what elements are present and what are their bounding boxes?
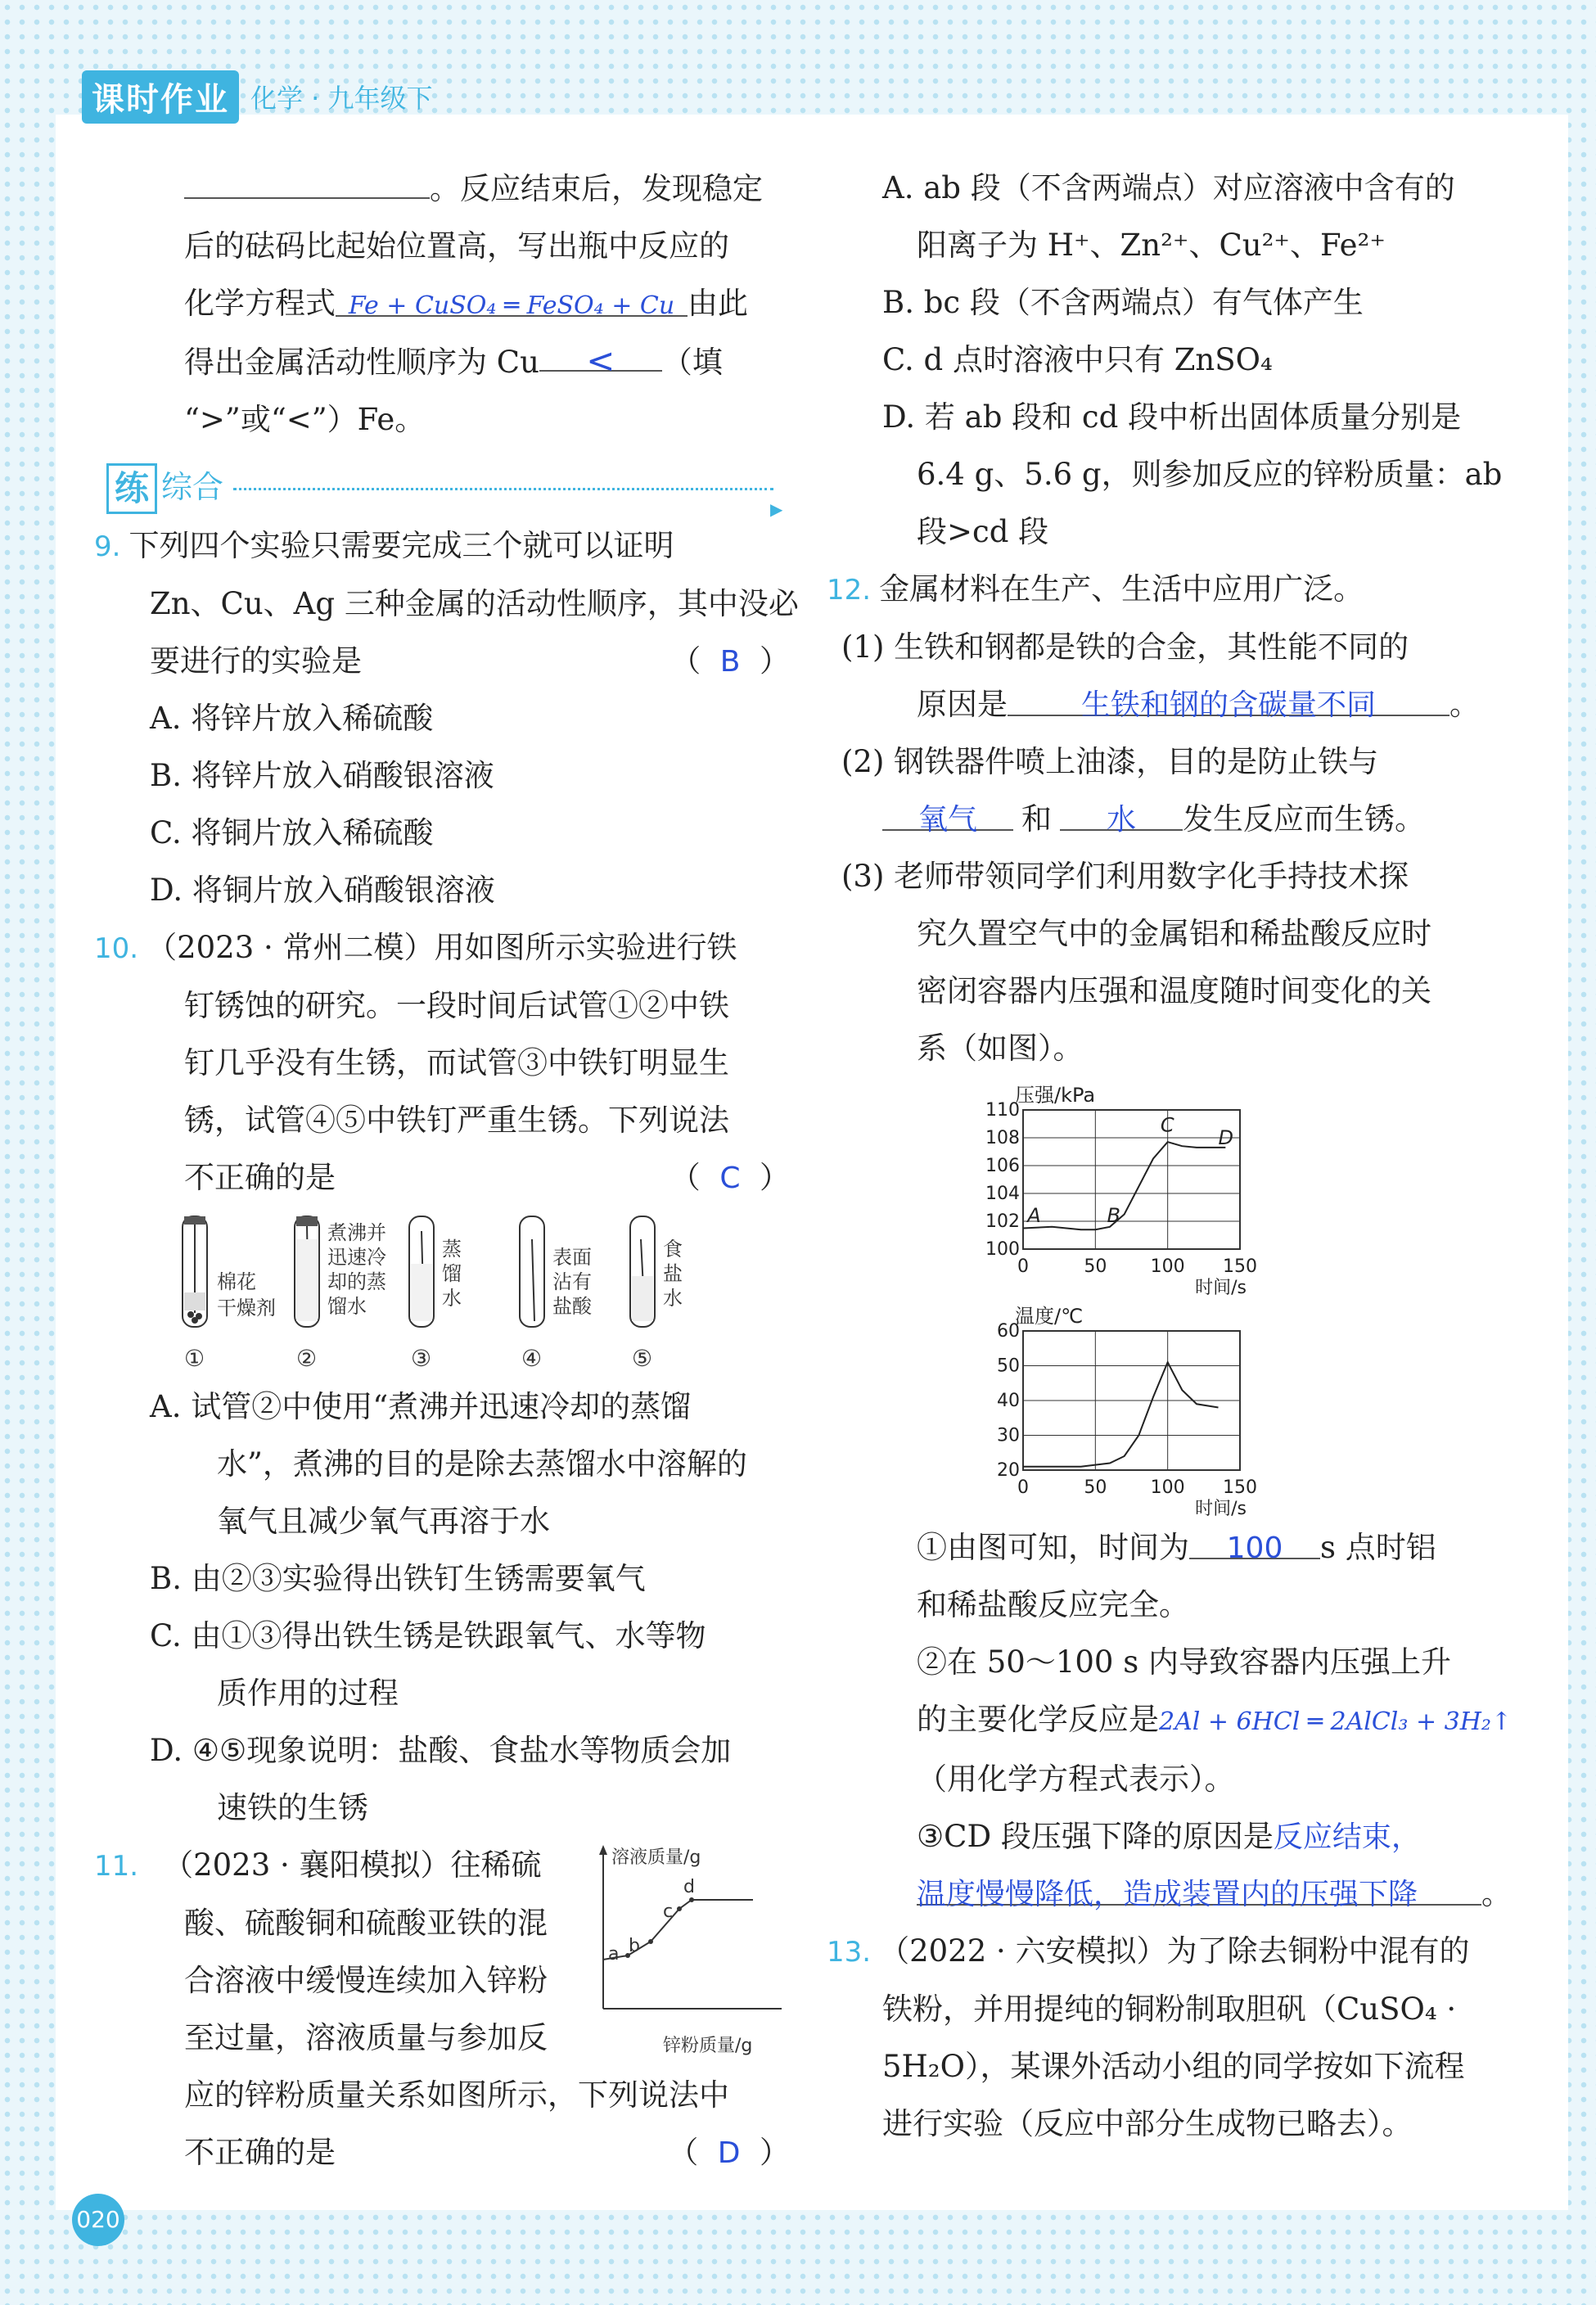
q10-option-a-1: A. 试管②中使用“煮沸并迅速冷却的蒸馏 <box>150 1389 692 1424</box>
y-axis-label: 温度/℃ <box>1015 1305 1084 1328</box>
q12-p2-answer-2[interactable]: 水 <box>1060 792 1183 831</box>
q12-s2-a: ②在 50～100 s 内导致容器内压强上升 <box>917 1644 1451 1680</box>
prev-line-4: 得出金属活动性顺序为 Cu < （填 <box>94 332 790 391</box>
t2-label-3: 却的蒸 <box>327 1270 386 1293</box>
q12-s2-c: （用化学方程式表示）。 <box>917 1761 1235 1797</box>
q12-p2-answer-1[interactable]: 氧气 <box>882 792 1013 831</box>
equation-answer[interactable]: Fe + CuSO₄ ═ FeSO₄ + Cu <box>336 277 688 317</box>
t4-label-1: 表面 <box>552 1246 592 1269</box>
q10-option-d-2: 速铁的生锈 <box>217 1790 368 1825</box>
x-axis-label: 时间/s <box>1195 1278 1247 1298</box>
point-a: a <box>608 1944 620 1964</box>
q10-line-5: 不正确的是 （ C ） <box>184 1160 790 1195</box>
q12-title-line: 12. 金属材料在生产、生活中应用广泛。 <box>827 571 1364 607</box>
q11-option-d-1: D. 若 ab 段和 cd 段中析出固体质量分别是 <box>882 399 1462 435</box>
q10-number: 10. <box>94 932 139 965</box>
right-column <box>827 160 1547 2153</box>
page-header <box>82 72 433 121</box>
y-tick-label: 40 <box>997 1391 1020 1411</box>
x-tick-label: 100 <box>1150 1477 1185 1498</box>
tube-4 <box>520 1216 544 1327</box>
q12-s1-answer[interactable]: 100 <box>1189 1520 1320 1559</box>
q11-option-d-3: 段>cd 段 <box>917 514 1049 549</box>
q10-option-a-2: 水”，煮沸的目的是除去蒸馏水中溶解的 <box>217 1446 747 1482</box>
q12-p3-d: 系（如图）。 <box>917 1031 1084 1066</box>
q12-s1-a: ①由图可知，时间为 100 s 点时铝 <box>827 1519 1547 1577</box>
tube-num-5: ⑤ <box>632 1345 653 1372</box>
q12-s3-a: ③CD 段压强下降的原因是反应结束， <box>827 1808 1547 1865</box>
practice-icon: 练 <box>106 463 157 514</box>
section-header <box>94 455 790 517</box>
q11-number: 11. <box>94 1850 139 1883</box>
q10-option-a-3: 氧气且减少氧气再溶于水 <box>217 1504 550 1539</box>
q12-p3-a: (3) 老师带领同学们利用数字化手持技术探 <box>841 859 1409 894</box>
q10-option-c-2: 质作用的过程 <box>217 1676 399 1711</box>
chart-frame <box>1023 1110 1240 1249</box>
point-label-B: B <box>1107 1204 1120 1228</box>
page-number: 020 <box>72 2194 124 2246</box>
x-tick-label: 50 <box>1084 1256 1107 1277</box>
pressure-chart <box>827 1077 1547 1298</box>
test-tube-figure <box>94 1207 790 1378</box>
q9-line-3: 要进行的实验是 （ B ） <box>150 643 790 679</box>
t1-label-1: 棉花 <box>217 1270 256 1293</box>
q12-s3-answer-1[interactable]: 反应结束， <box>1273 1820 1421 1854</box>
tube-num-4: ④ <box>521 1345 543 1372</box>
q12-s3-answer-2[interactable]: 温度慢慢降低，造成装置内的压强下降 <box>917 1866 1481 1906</box>
q13-line-1: 13. （2022 · 六安模拟）为了除去铜粉中混有的 <box>827 1933 1470 1969</box>
q11-block <box>94 1837 790 2181</box>
q11-option-b: B. bc 段（不含两端点）有气体产生 <box>882 285 1364 320</box>
q11-line-1: 11. （2023 · 襄阳模拟）往稀硫 <box>94 1847 542 1883</box>
x-tick-label: 100 <box>1150 1256 1185 1277</box>
q12-p1-answer[interactable]: 生铁和钢的含碳量不同 <box>1008 677 1449 716</box>
tube-num-3: ③ <box>411 1345 432 1372</box>
t2-label-1: 煮沸并 <box>327 1221 386 1244</box>
y-tick-label: 20 <box>997 1460 1020 1481</box>
q12-p1-a: (1) 生铁和钢都是铁的合金，其性能不同的 <box>841 629 1409 665</box>
q11-option-a-2: 阳离子为 H⁺、Zn²⁺、Cu²⁺、Fe²⁺ <box>917 228 1386 263</box>
book-logo: 课时作业 <box>82 70 239 124</box>
prev-line-2: 后的砝码比起始位置高，写出瓶中反应的 <box>184 228 729 264</box>
blank-1[interactable] <box>184 160 430 199</box>
x-tick-label: 150 <box>1223 1477 1257 1498</box>
y-tick-label: 30 <box>997 1425 1020 1446</box>
q12-s2-b: 的主要化学反应是2Al + 6HCl ═ 2AlCl₃ + 3H₂↑ <box>917 1702 1513 1737</box>
q11-line-5: 应的锌粉质量关系如图所示，下列说法中 <box>184 2077 729 2113</box>
q12-p2-b: 氧气 和 水 发生反应而生锈。 <box>827 791 1547 848</box>
y-tick-label: 50 <box>997 1355 1020 1377</box>
t2-label-4: 馏水 <box>327 1295 367 1318</box>
series-line <box>1023 1362 1219 1467</box>
q13-number: 13. <box>827 1936 872 1969</box>
t5-label-3: 水 <box>663 1287 683 1310</box>
x-axis-label: 时间/s <box>1195 1499 1247 1519</box>
y-tick-label: 106 <box>985 1156 1020 1176</box>
q11-ylabel: 溶液质量/g <box>611 1847 701 1868</box>
t4-label-2: 沾有 <box>552 1270 592 1293</box>
q10-answer[interactable]: C <box>719 1162 741 1195</box>
arrow-icon: ▶ <box>770 499 783 519</box>
y-tick-label: 110 <box>985 1100 1020 1121</box>
q11-line-6: 不正确的是 （ D ） <box>184 2135 790 2170</box>
y-tick-label: 108 <box>985 1128 1020 1148</box>
q10-line-2: 钉锈蚀的研究。一段时间后试管①②中铁 <box>184 988 729 1023</box>
point-d: d <box>683 1877 695 1897</box>
tube-num-1: ① <box>184 1345 205 1372</box>
t5-label-1: 食 <box>663 1238 683 1261</box>
prev-line-1: 。反应结束后，发现稳定 <box>94 160 790 218</box>
q12-s2-answer[interactable]: 2Al + 6HCl ═ 2AlCl₃ + 3H₂↑ <box>1159 1707 1513 1736</box>
q12-charts <box>827 1077 1547 1519</box>
q10-line-4: 锈，试管④⑤中铁钉严重生锈。下列说法 <box>184 1103 729 1138</box>
t1-label-2: 干燥剂 <box>217 1297 276 1319</box>
y-tick-label: 102 <box>985 1211 1020 1232</box>
q9-number: 9. <box>94 530 121 563</box>
prev-line-5: “>”或“<”）Fe。 <box>184 402 426 437</box>
q11-line-4: 至过量，溶液质量与参加反 <box>184 2020 548 2055</box>
q9-line-2: Zn、Cu、Ag 三种金属的活动性顺序，其中没必 <box>150 586 799 621</box>
x-tick-label: 0 <box>1017 1256 1029 1277</box>
t3-label-1: 蒸 <box>442 1238 462 1261</box>
q10-line-1: 10. （2023 · 常州二模）用如图所示实验进行铁 <box>94 930 737 965</box>
q11-option-c: C. d 点时溶液中只有 ZnSO₄ <box>882 342 1273 377</box>
q10-option-b: B. 由②③实验得出铁钉生锈需要氧气 <box>150 1561 646 1596</box>
x-tick-label: 50 <box>1084 1477 1107 1498</box>
q9-option-a: A. 将锌片放入稀硫酸 <box>150 701 434 736</box>
q12-s3-b: 温度慢慢降低，造成装置内的压强下降 。 <box>827 1865 1547 1923</box>
y-tick-label: 100 <box>985 1239 1020 1260</box>
q12-p1-b: 原因是 生铁和钢的含碳量不同 。 <box>827 676 1547 733</box>
section-divider <box>233 488 773 490</box>
tube-num-2: ② <box>296 1345 318 1372</box>
q11-line-3: 合溶液中缓慢连续加入锌粉 <box>184 1963 548 1998</box>
subject-label: 化学 · 九年级下 <box>250 83 433 114</box>
q10-option-c-1: C. 由①③得出铁生锈是铁跟氧气、水等物 <box>150 1618 706 1653</box>
y-tick-label: 60 <box>997 1321 1020 1342</box>
q9-line-1: 9. 下列四个实验只需要完成三个就可以证明 <box>94 528 674 563</box>
q12-number: 12. <box>827 574 872 607</box>
point-b: b <box>629 1936 640 1956</box>
activity-answer[interactable]: < <box>539 332 662 372</box>
q10-line-3: 钉几乎没有生锈，而试管③中铁钉明显生 <box>184 1045 729 1080</box>
y-tick-label: 104 <box>985 1184 1020 1204</box>
x-tick-label: 0 <box>1017 1477 1029 1498</box>
q12-p3-c: 密闭容器内压强和温度随时间变化的关 <box>917 973 1431 1008</box>
q11-answer[interactable]: D <box>717 2136 741 2170</box>
left-column <box>94 160 799 2182</box>
q9-option-c: C. 将铜片放入稀硫酸 <box>150 815 434 850</box>
temperature-chart <box>827 1298 1547 1519</box>
q11-graph <box>585 1837 790 2066</box>
t3-label-3: 水 <box>442 1287 462 1310</box>
point-label-D: D <box>1218 1125 1233 1149</box>
q11-line-2: 酸、硫酸铜和硫酸亚铁的混 <box>184 1906 548 1941</box>
q13-line-3: 5H₂O），某课外活动小组的同学按如下流程 <box>882 2049 1465 2084</box>
q9-option-d: D. 将铜片放入硝酸银溶液 <box>150 873 495 908</box>
section-label: 综合 <box>161 469 224 505</box>
q12-p3-b: 究久置空气中的金属铝和稀盐酸反应时 <box>917 916 1431 951</box>
q10-option-d-1: D. ④⑤现象说明：盐酸、食盐水等物质会加 <box>150 1733 732 1768</box>
x-tick-label: 150 <box>1223 1256 1257 1277</box>
t5-label-2: 盐 <box>663 1262 683 1285</box>
q13-line-4: 进行实验（反应中部分生成物已略去）。 <box>882 2106 1413 2141</box>
point-c: c <box>663 1901 674 1922</box>
t2-label-2: 迅速冷 <box>327 1246 386 1269</box>
q13-line-2: 铁粉，并用提纯的铜粉制取胆矾（CuSO₄ · <box>882 1992 1457 2027</box>
series-line <box>1023 1142 1225 1229</box>
q11-option-a-1: A. ab 段（不含两端点）对应溶液中含有的 <box>882 170 1455 205</box>
q12-p2-a: (2) 钢铁器件喷上油漆，目的是防止铁与 <box>841 744 1379 779</box>
q11-option-d-2: 6.4 g、5.6 g，则参加反应的锌粉质量：ab <box>917 457 1503 492</box>
t4-label-3: 盐酸 <box>552 1295 592 1318</box>
prev-line-3: 化学方程式 Fe + CuSO₄ ═ FeSO₄ + Cu 由此 <box>94 275 790 332</box>
q12-s1-c: 和稀盐酸反应完全。 <box>917 1587 1189 1622</box>
y-axis-label: 压强/kPa <box>1015 1084 1096 1107</box>
point-label-A: A <box>1027 1204 1041 1228</box>
q9-answer[interactable]: B <box>719 645 741 679</box>
q11-xlabel: 锌粉质量/g <box>663 2036 753 2056</box>
q9-option-b: B. 将锌片放入硝酸银溶液 <box>150 758 494 793</box>
point-label-C: C <box>1160 1113 1174 1137</box>
t3-label-2: 馏 <box>442 1262 462 1285</box>
